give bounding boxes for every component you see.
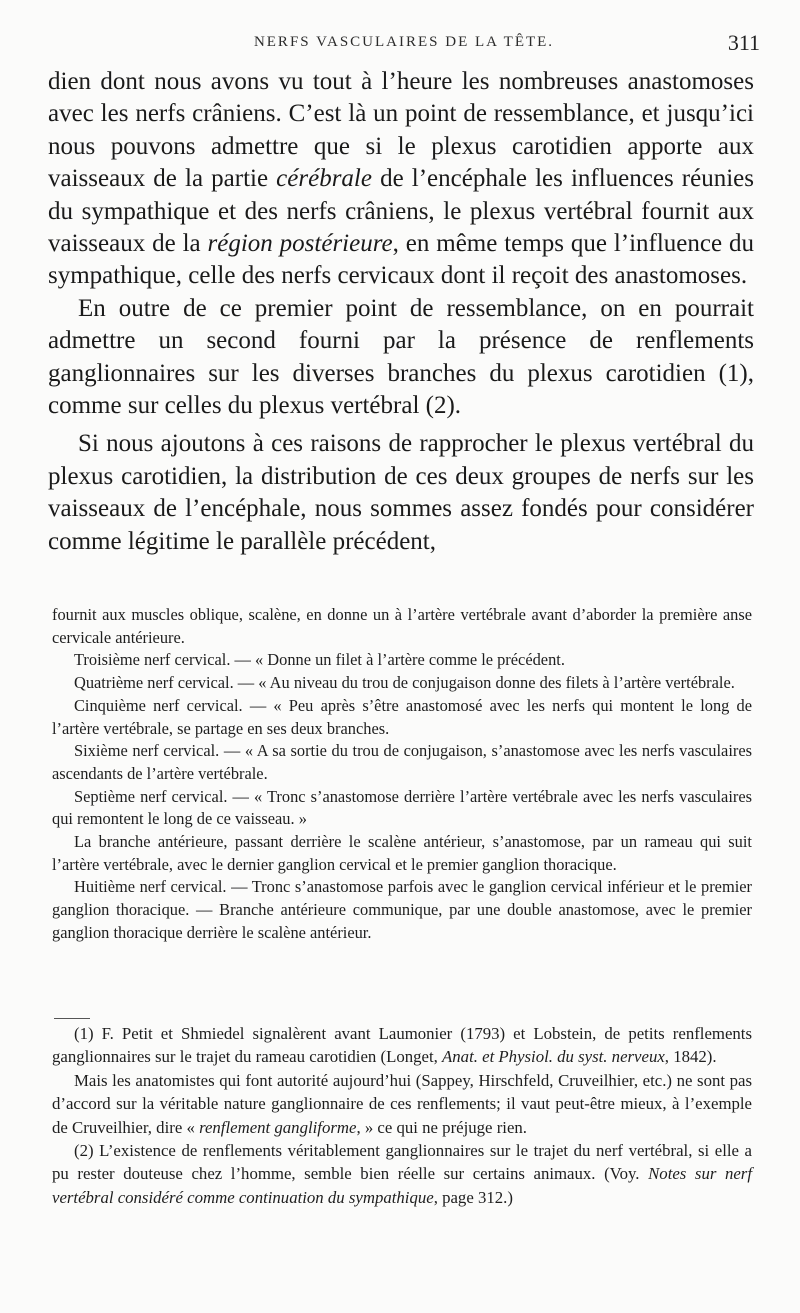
paragraph-1-part-b: de l’encéphale les influences réunies du sympathique et des nerfs crâniens, le plexus vertébral fournit aux vaisseaux de la (48, 165, 754, 258)
footnote-2 (52, 1139, 752, 1209)
running-title: NERFS VASCULAIRES DE LA TÊTE. (253, 34, 555, 50)
footnote-1c-italic: renflement gangliforme (199, 1117, 357, 1137)
footnote-1-continued (52, 1069, 752, 1139)
note-line: Sixième nerf cervical. — « A sa sortie du trou de conjugaison, s’anastomose avec les nerfs vasculaires ascendants de l’artère vertébrale. (52, 741, 752, 783)
footnote-2-part-a: (2) L’existence de renflements véritablement ganglionnaires sur le trajet du nerf vertébral, si elle a pu rester douteuse chez l’homme, semble bien réelle sur certains animaux. (Voy. (52, 1141, 752, 1184)
footnote-1-italic: Anat. et Physiol. du syst. nerveux (442, 1047, 665, 1067)
paragraph-1-italic-cerebrale: cérébrale (276, 165, 372, 193)
footnote-2-italic: Notes sur nerf vertébral considéré comme continuation du sympathique (52, 1164, 753, 1207)
paragraph-1-part-c: , en même temps que l’influence du sympathique, celle des nerfs cervicaux dont il reçoit des anastomoses. (48, 230, 754, 290)
running-head (48, 30, 760, 62)
note-line: fournit aux muscles oblique, scalène, en donne un à l’artère vertébrale avant d’aborder la première anse cervicale antérieure. (52, 605, 752, 647)
note-line: La branche antérieure, passant derrière le scalène antérieur, s’anastomose, par un rameau qui suit l’artère vertébrale, avec le dernier ganglion cervical et le premier ganglion thoracique. (52, 832, 752, 874)
footnote-2-part-b: , page 312.) (433, 1187, 513, 1207)
footnote-1 (52, 1022, 752, 1069)
notes-block (52, 604, 752, 945)
paragraph-3: Si nous ajoutons à ces raisons de rapprocher le plexus vertébral du plexus carotidien, la distribution de ces deux groupes de nerfs sur les vaisseaux de l’encéphale, nous sommes assez fondés pour considérer comme légitime le parallèle précédent, (48, 430, 754, 555)
footnote-1-part-b: , 1842). (664, 1047, 717, 1067)
paragraph-2: En outre de ce premier point de ressemblance, on en pourrait admettre un second fourni par la présence de renflements ganglionnaires sur les diverses branches du plexus carotidien (1), comme sur celles du plexus vertébral (2). (48, 294, 754, 420)
footnote-1c-part-b: , » ce qui ne préjuge rien. (356, 1117, 527, 1137)
note-line: Huitième nerf cervical. — Tronc s’anastomose parfois avec le ganglion cervical inférieur et le premier ganglion thoracique. — Branche antérieure communique, par une double anastomose, avec le premier ganglion thoracique derrière le scalène antérieur. (52, 877, 752, 942)
footnote-1c-part-a: Mais les anatomistes qui font autorité aujourd’hui (Sappey, Hirschfeld, Cruveilhier, etc.) ne sont pas d’accord sur la véritable nature ganglionnaire de ces renflements; il vaut peut-être mieux, à l’exemple de Cruveilhier, dire « (52, 1070, 752, 1137)
main-text (48, 66, 754, 558)
note-line: Quatrième nerf cervical. — « Au niveau du trou de conjugaison donne des filets à l’artère vertébrale. (74, 673, 735, 693)
paragraph-1-italic-region: région postérieure (207, 230, 393, 258)
note-line: Troisième nerf cervical. — « Donne un filet à l’artère comme le précédent. (74, 650, 565, 670)
footnotes-block (52, 1022, 752, 1209)
footnote-rule (54, 1018, 90, 1019)
page-number: 311 (727, 30, 760, 55)
note-line: Septième nerf cervical. — « Tronc s’anastomose derrière l’artère vertébrale avec les nerfs vasculaires qui remontent le long de ce vaisseau. » (52, 786, 752, 829)
footnote-1-part-a: (1) F. Petit et Shmiedel signalèrent avant Laumonier (1793) et Lobstein, de petits renflements ganglionnaires sur le trajet du rameau carotidien (Longet, (52, 1024, 752, 1067)
paragraph-1 (48, 66, 754, 293)
note-line: Cinquième nerf cervical. — « Peu après s’être anastomosé avec les nerfs qui montent le long de l’artère vertébrale, se partage en ses deux branches. (52, 695, 752, 738)
paragraph-1-part-a: dien dont nous avons vu tout à l’heure les nombreuses anastomoses avec les nerfs crâniens. C’est là un point de ressemblance, et jusqu’ici nous pouvons admettre que si le plexus carotidien apporte aux vaisseaux de la partie (48, 68, 754, 193)
